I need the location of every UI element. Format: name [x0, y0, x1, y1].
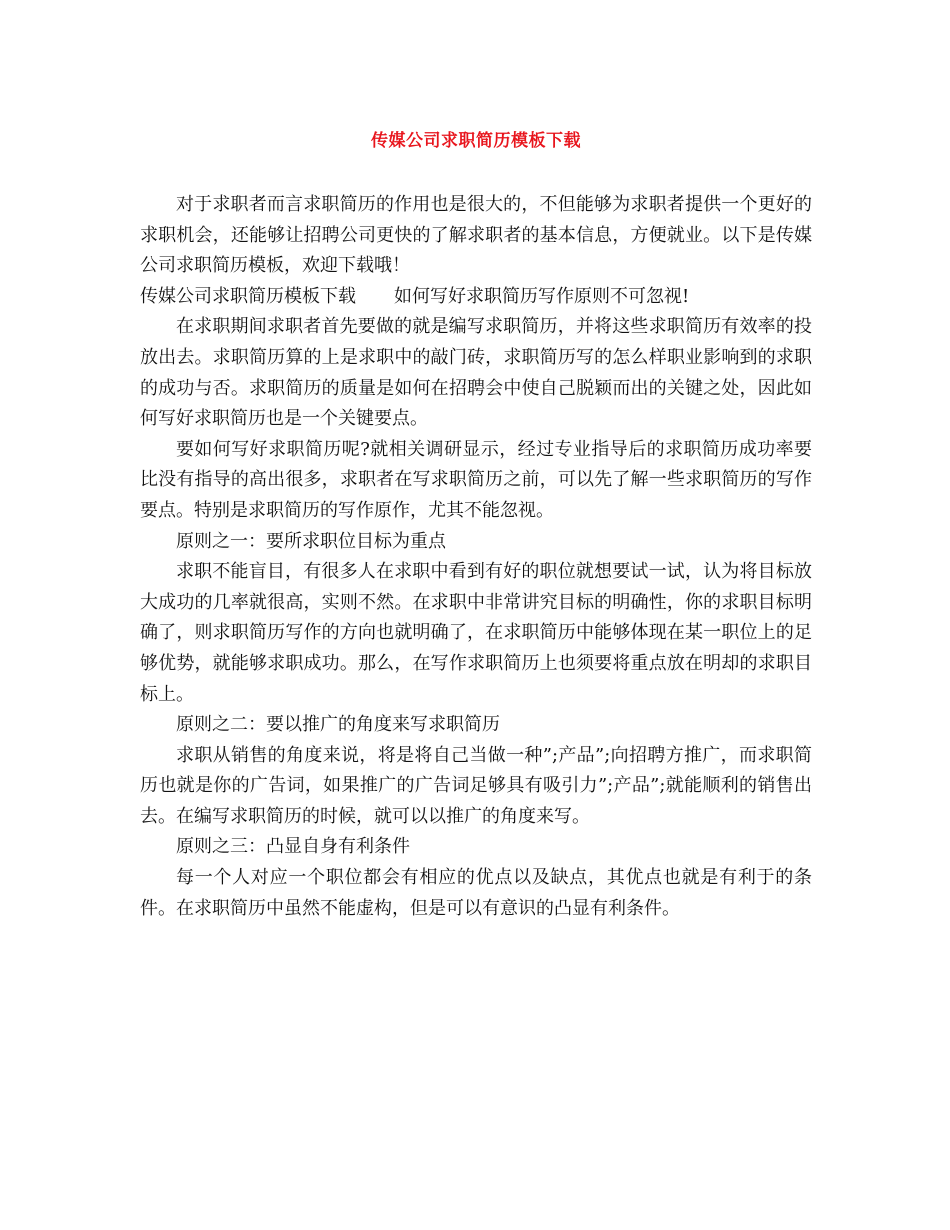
paragraph-how-to-write: 要如何写好求职简历呢?就相关调研显示，经过专业指导后的求职简历成功率要比没有指导的高出很多，求职者在写求职简历之前，可以先了解一些求职简历的写作要点。特别是求职简历的写作原作，尤其不能忽视。: [140, 438, 812, 521]
related-links-line: [140, 282, 812, 313]
principle-two-heading: 原则之二：要以推广的角度来写求职简历: [176, 714, 500, 736]
principle-three-heading: 原则之三：凸显自身有利条件: [176, 836, 410, 858]
related-link-writing-principles[interactable]: 如何写好求职简历写作原则不可忽视!: [394, 285, 690, 307]
intro-paragraph: 对于求职者而言求职简历的作用也是很大的，不但能够为求职者提供一个更好的求职机会，还能够让招聘公司更快的了解求职者的基本信息，方便就业。以下是传媒公司求职简历模板，欢迎下载哦！: [140, 194, 812, 277]
paragraph-resume-importance: 在求职期间求职者首先要做的就是编写求职简历，并将这些求职简历有效率的投放出去。求职简历算的上是求职中的敲门砖，求职简历写的怎么样职业影响到的求职的成功与否。求职简历的质量是如何在招聘会中使自己脱颖而出的关键之处，因此如何写好求职简历也是一个关键要点。: [140, 316, 812, 430]
related-link-template[interactable]: 传媒公司求职简历模板下载: [140, 285, 356, 307]
principle-three-body: 每一个人对应一个职位都会有相应的优点以及缺点，其优点也就是有利于的条件。在求职简历中虽然不能虚构，但是可以有意识的凸显有利条件。: [140, 867, 812, 919]
principle-one-body: 求职不能盲目，有很多人在求职中看到有好的职位就想要试一试，认为将目标放大成功的几率就很高，实则不然。在求职中非常讲究目标的明确性，你的求职目标明确了，则求职简历写作的方向也就明确了，在求职简历中能够体现在某一职位上的足够优势，就能够求职成功。那么，在写作求职简历上也须要将重点放在明却的求职目标上。: [140, 561, 812, 705]
principle-two-body: 求职从销售的角度来说，将是将自己当做一种”;产品”;向招聘方推广，而求职简历也就是你的广告词，如果推广的广告词足够具有吸引力”;产品”;就能顺利的销售出去。在编写求职简历的时候，就可以以推广的角度来写。: [140, 744, 812, 827]
document-title: 传媒公司求职简历模板下载: [371, 131, 581, 151]
principle-one-heading: 原则之一：要所求职位目标为重点: [176, 530, 446, 552]
document-body: [140, 190, 812, 924]
